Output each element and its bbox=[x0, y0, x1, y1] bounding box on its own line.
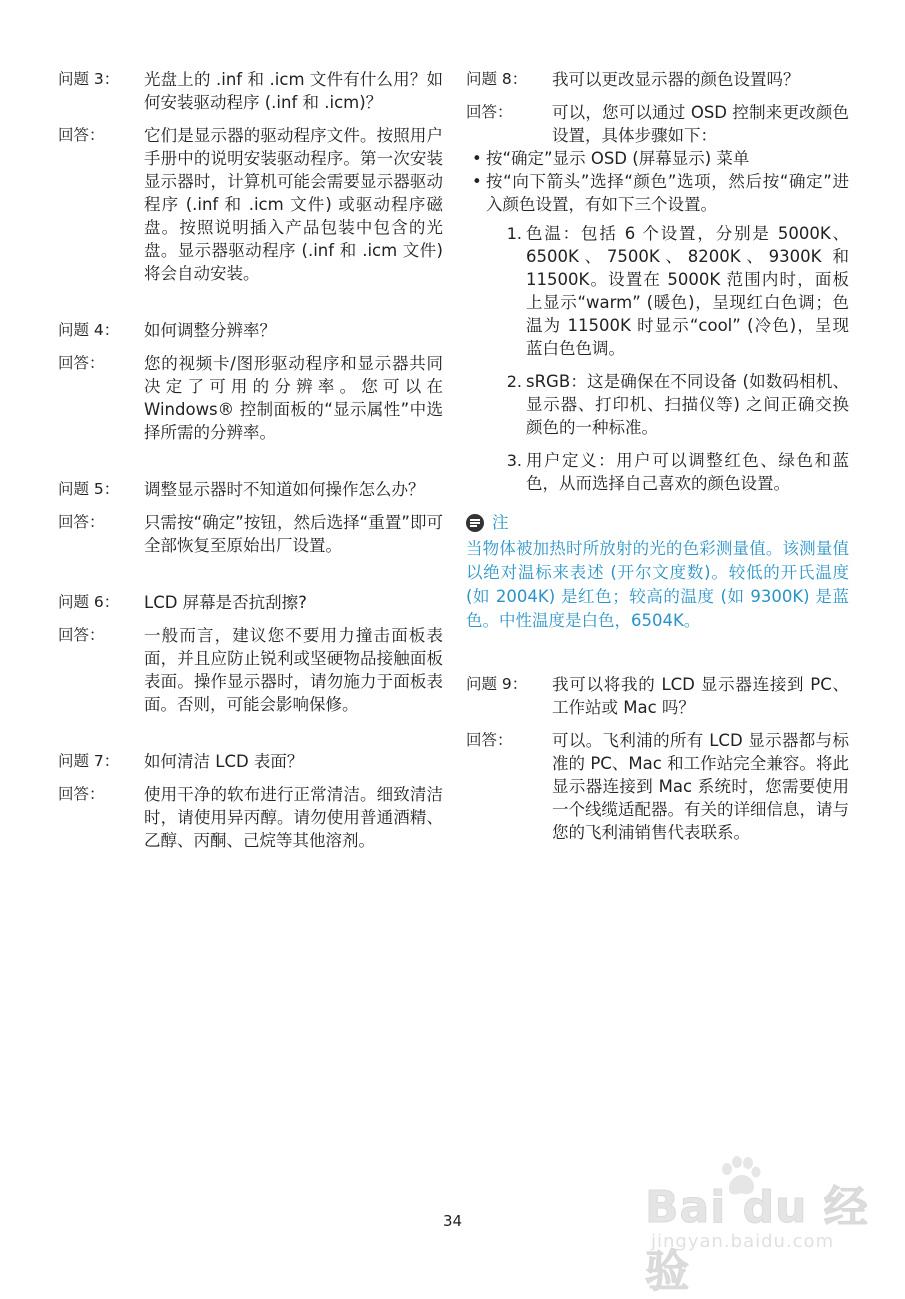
answer-label: 回答： bbox=[58, 785, 105, 803]
answer-label: 回答： bbox=[58, 126, 105, 144]
note-title: 注 bbox=[492, 513, 509, 532]
watermark-url: jingyan.baidu.com bbox=[651, 1231, 835, 1252]
item-number: 1. bbox=[506, 224, 522, 243]
answer-text: 使用干净的软布进行正常清洁。细致清洁时，请使用异丙醇。请勿使用普通酒精、乙醇、丙酮、己烷等其他溶剂。 bbox=[144, 785, 443, 850]
question-label: 问题 4： bbox=[58, 321, 120, 339]
question-text: 如何调整分辨率？ bbox=[144, 321, 276, 340]
note-header bbox=[466, 511, 849, 535]
answer-text: 它们是显示器的驱动程序文件。按照用户手册中的说明安装驱动程序。第一次安装显示器时，计算机可能会需要显示器驱动程序 (.inf 和 .icm 文件) 或驱动程序磁盘。按照说明插入产品包装中包含的光盘。显示器驱动程序 (.inf 和 .icm 文件) 将会自动安装。 bbox=[144, 126, 443, 283]
item-number: 2. bbox=[506, 372, 522, 391]
faq-item-6 bbox=[58, 591, 443, 716]
note-icon bbox=[466, 514, 484, 532]
numbered-item bbox=[466, 449, 849, 495]
right-column bbox=[466, 68, 849, 844]
bullet-item: • 按“确定”显示 OSD (屏幕显示) 菜单 bbox=[466, 147, 849, 170]
watermark-brand: Bai du 经验 bbox=[645, 1182, 869, 1297]
baidu-watermark bbox=[645, 1155, 895, 1297]
question-label: 问题 7： bbox=[58, 752, 120, 770]
answer-label: 回答： bbox=[58, 513, 105, 531]
faq-item-8 bbox=[466, 68, 849, 495]
faq-item-4 bbox=[58, 319, 443, 444]
bullet-item: • 按“向下箭头”选择“颜色”选项，然后按“确定”进入颜色设置，有如下三个设置。 bbox=[466, 170, 849, 216]
note-text: 当物体被加热时所放射的光的色彩测量值。该测量值以绝对温标来表述 (开尔文度数)。较低的开氏温度 (如 2004K) 是红色；较高的温度 (如 9300K) 是蓝色。中性温度是白色，6504K。 bbox=[466, 539, 849, 630]
left-column bbox=[58, 68, 443, 852]
answer-label: 回答： bbox=[466, 731, 513, 749]
note-box bbox=[466, 511, 849, 633]
steps-bullet-list bbox=[466, 147, 849, 216]
answer-label: 回答： bbox=[58, 626, 105, 644]
item-text: 色温：包括 6 个设置，分别是 5000K、6500K、7500K、8200K、9300K 和 11500K。设置在 5000K 范围内时，面板上显示“warm” (暖色)，呈现红白色调；色温为 11500K 时显示“cool” (冷色)，呈现蓝白色色调。 bbox=[526, 224, 849, 358]
color-settings-list bbox=[466, 222, 849, 495]
answer-label: 回答： bbox=[466, 103, 513, 121]
question-label: 问题 8： bbox=[466, 70, 528, 88]
item-text: sRGB：这是确保在不同设备 (如数码相机、显示器、打印机、扫描仪等) 之间正确交换颜色的一种标准。 bbox=[526, 372, 849, 437]
answer-text: 您的视频卡/图形驱动程序和显示器共同决定了可用的分辨率。您可以在 Windows® 控制面板的“显示属性”中选择所需的分辨率。 bbox=[144, 354, 443, 442]
answer-text: 可以，您可以通过 OSD 控制来更改颜色设置，具体步骤如下： bbox=[552, 103, 849, 145]
page-number: 34 bbox=[442, 1212, 463, 1230]
faq-item-5 bbox=[58, 478, 443, 557]
question-label: 问题 3： bbox=[58, 70, 120, 88]
faq-item-7 bbox=[58, 750, 443, 852]
answer-text: 可以。飞利浦的所有 LCD 显示器都与标准的 PC、Mac 和工作站完全兼容。将此显示器连接到 Mac 系统时，您需要使用一个线缆适配器。有关的详细信息，请与您的飞利浦销售代表联系。 bbox=[552, 731, 849, 842]
question-text: 我可以更改显示器的颜色设置吗？ bbox=[552, 70, 800, 89]
question-text: 如何清洁 LCD 表面？ bbox=[144, 752, 304, 771]
item-number: 3. bbox=[506, 451, 522, 470]
answer-label: 回答： bbox=[58, 354, 105, 372]
numbered-item bbox=[466, 370, 849, 439]
answer-text: 一般而言，建议您不要用力撞击面板表面，并且应防止锐利或坚硬物品接触面板表面。操作显示器时，请勿施力于面板表面。否则，可能会影响保修。 bbox=[144, 626, 443, 714]
answer-text: 只需按“确定”按钮，然后选择“重置”即可全部恢复至原始出厂设置。 bbox=[144, 513, 443, 555]
question-text: 我可以将我的 LCD 显示器连接到 PC、工作站或 Mac 吗？ bbox=[552, 675, 849, 717]
item-text: 用户定义：用户可以调整红色、绿色和蓝色，从而选择自己喜欢的颜色设置。 bbox=[526, 451, 849, 493]
question-text: 光盘上的 .inf 和 .icm 文件有什么用？如何安装驱动程序 (.inf 和 .icm)？ bbox=[144, 70, 443, 112]
faq-item-3 bbox=[58, 68, 443, 285]
numbered-item bbox=[466, 222, 849, 360]
question-label: 问题 9： bbox=[466, 675, 528, 693]
question-label: 问题 5： bbox=[58, 480, 120, 498]
faq-item-9 bbox=[466, 673, 849, 844]
question-text: LCD 屏幕是否抗刮擦? bbox=[144, 593, 307, 612]
question-text: 调整显示器时不知道如何操作怎么办？ bbox=[144, 480, 425, 499]
question-label: 问题 6： bbox=[58, 593, 120, 611]
